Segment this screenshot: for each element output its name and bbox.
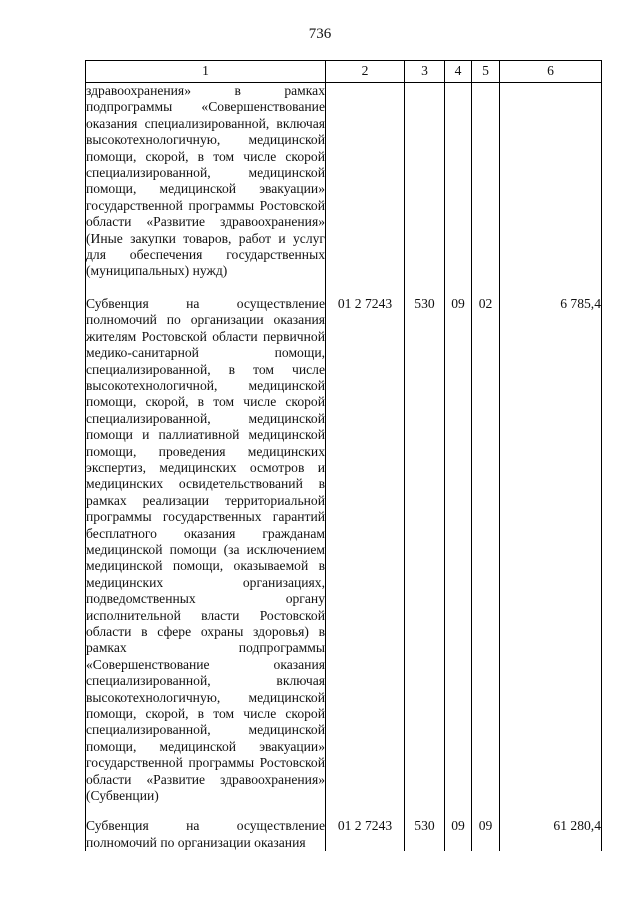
column-header: 3: [405, 61, 445, 83]
row-subsection: 09: [472, 818, 500, 851]
row-target-code: 01 2 7243: [326, 818, 405, 851]
column-header: 2: [326, 61, 405, 83]
page-number: 736: [308, 26, 332, 42]
budget-table: [85, 60, 602, 851]
row-section: 09: [445, 292, 472, 819]
table-row: [86, 292, 602, 819]
row-section: 09: [445, 818, 472, 851]
row-section: [445, 83, 472, 292]
column-header: 1: [86, 61, 326, 83]
row-expense-type: 530: [405, 292, 445, 819]
row-amount: 6 785,4: [500, 292, 602, 819]
row-amount: [500, 83, 602, 292]
column-header: 6: [500, 61, 602, 83]
column-header: 5: [472, 61, 500, 83]
row-amount: 61 280,4: [500, 818, 602, 851]
row-description: Субвенция на осуществление полномочий по организации оказания: [86, 818, 325, 850]
row-target-code: 01 2 7243: [326, 292, 405, 819]
row-expense-type: [405, 83, 445, 292]
column-header: 4: [445, 61, 472, 83]
row-description: Субвенция на осуществление полномочий по организации оказания жителям Ростовской области первичной медико-санитарной помощи, специализированной, в том числе высокотехнологичной, медицинской помощи, скорой, в том числе скорой специализированной, медицинской помощи и паллиативной медицинской помощи, проведения медицинских экспертиз, медицинских осмотров и медицинских освидетельствований в рамках реализации территориальной программы государственных гарантий бесплатного оказания гражданам медицинской помощи (за исключением медицинской помощи, оказываемой в медицинских организациях, подведомственных органу исполнительной власти Ростовской области в сфере охраны здоровья) в рамках подпрограммы «Совершенствование оказания специализированной, включая высокотехнологичную, медицинской помощи, скорой, в том числе скорой специализированной, медицинской помощи, медицинской эвакуации» государственной программы Ростовской области «Развитие здравоохранения» (Субвенции): [86, 292, 326, 819]
table-row: [86, 83, 602, 292]
table-header-row: [86, 61, 602, 83]
row-subsection: [472, 83, 500, 292]
row-subsection: 02: [472, 292, 500, 819]
row-target-code: [326, 83, 405, 292]
table-row: [86, 818, 602, 851]
row-description: здравоохранения» в рамках подпрограммы «Совершенствование оказания специализированной, включая высокотехнологичную, медицинской помощи, скорой, в том числе скорой специализированной, медицинской помощи, медицинской эвакуации» государственной программы Ростовской области «Развитие здравоохранения» (Иные закупки товаров, работ и услуг для обеспечения государственных (муниципальных) нужд): [86, 83, 326, 292]
row-expense-type: 530: [405, 818, 445, 851]
